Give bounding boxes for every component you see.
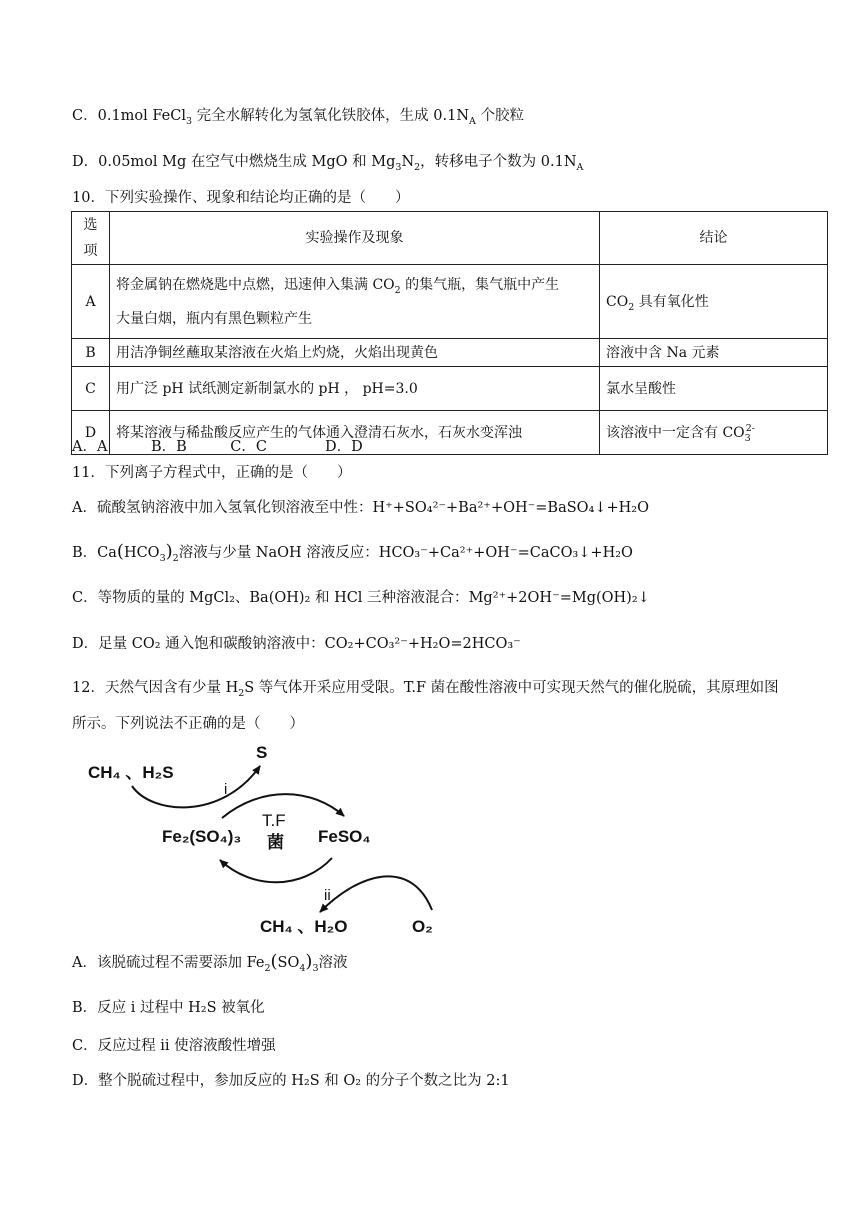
desulfurization-diagram — [82, 740, 452, 940]
q11-option-a: A．硫酸氢钠溶液中加入氢氧化钡溶液至中性：H⁺+SO₄²⁻+Ba²⁺+OH⁻=BaSO₄↓+H₂O — [72, 500, 650, 516]
arrow-oxygen-to-output — [320, 876, 432, 912]
row-b-conclusion: 溶液中含 Na 元素 — [600, 339, 828, 367]
q12-option-c: C．反应过程 ii 使溶液酸性增强 — [72, 1038, 276, 1054]
diagram-step-ii: ii — [324, 887, 331, 904]
q12-option-a: A．该脱硫过程不需要添加 $Fe_2(SO_4)_3$溶液 — [72, 951, 348, 974]
row-b-option: B — [72, 339, 110, 367]
table-row-a — [72, 265, 828, 339]
arrow-fe2-to-fe3 — [220, 858, 332, 882]
row-c-conclusion: 氯水呈酸性 — [600, 367, 828, 411]
header-conclusion: 结论 — [600, 212, 828, 265]
diagram-output-gas: CH₄ 、H₂O — [260, 917, 348, 936]
q9-option-d: D．0.05mol Mg 在空气中燃烧生成 MgO 和 $Mg_3N_2$，转移电子个数为 $0.1N_A$ — [72, 154, 584, 173]
q10-table — [71, 211, 828, 455]
row-a-conclusion: $CO_2$ 具有氧化性 — [600, 265, 828, 339]
q9-option-c: C．0.1mol FeCl$_3$ 完全水解转化为氢氧化铁胶体，生成 $0.1N_A$ 个胶粒 — [72, 108, 524, 127]
q11-option-b: B．$Ca(HCO_3)_2$溶液与少量 NaOH 溶液反应：HCO₃⁻+Ca²⁺+OH⁻=CaCO₃↓+H₂O — [72, 541, 633, 564]
row-d-option: D — [72, 411, 110, 455]
row-a-option: A — [72, 265, 110, 339]
diagram-fe2so43: Fe₂(SO₄)₃ — [162, 827, 242, 846]
table-row-c — [72, 367, 828, 411]
diagram-input-gas: CH₄ 、H₂S — [88, 763, 174, 782]
header-option: 选项 — [72, 212, 110, 265]
diagram-catalyst-line2: 菌 — [267, 833, 284, 852]
q12-option-d: D．整个脱硫过程中，参加反应的 H₂S 和 O₂ 的分子个数之比为 2:1 — [72, 1073, 510, 1089]
table-row-b — [72, 339, 828, 367]
q12-stem-line1: 12．天然气因含有少量 $H_2S$ 等气体开采应用受限。T.F 菌在酸性溶液中可实现天然气的催化脱硫，其原理如图 — [72, 680, 779, 699]
row-d-operation: 将某溶液与稀盐酸反应产生的气体通入澄清石灰水，石灰水变浑浊 — [110, 411, 600, 455]
q10-stem: 10．下列实验操作、现象和结论均正确的是（ ） — [72, 190, 410, 206]
diagram-oxygen: O₂ — [412, 917, 433, 936]
q12-stem-line2: 所示。下列说法不正确的是（ ） — [72, 716, 304, 732]
table-header-row — [72, 212, 828, 265]
q10-answers: A．A B．B C．C D．D — [72, 439, 363, 455]
header-operation: 实验操作及现象 — [110, 212, 600, 265]
row-d-conclusion: 该溶液中一定含有 $CO_3^{2-}$ — [600, 411, 828, 455]
row-a-operation: 将金属钠在燃烧匙中点燃，迅速伸入集满 $CO_2$ 的集气瓶，集气瓶中产生 大量白烟，瓶内有黑色颗粒产生 — [110, 265, 600, 339]
diagram-catalyst-line1: T.F — [262, 811, 286, 830]
q12-option-b: B．反应 i 过程中 H₂S 被氧化 — [72, 1000, 265, 1016]
diagram-feso4: FeSO₄ — [318, 827, 371, 846]
q11-option-d: D．足量 CO₂ 通入饱和碳酸钠溶液中：CO₂+CO₃²⁻+H₂O=2HCO₃⁻ — [72, 636, 521, 652]
diagram-sulfur: S — [256, 743, 268, 762]
row-b-operation: 用洁净铜丝蘸取某溶液在火焰上灼烧，火焰出现黄色 — [110, 339, 600, 367]
q11-option-c: C．等物质的量的 MgCl₂、Ba(OH)₂ 和 HCl 三种溶液混合：Mg²⁺+2OH⁻=Mg(OH)₂↓ — [72, 590, 650, 606]
q11-stem: 11．下列离子方程式中，正确的是（ ） — [72, 465, 352, 481]
diagram-step-i: i — [224, 781, 228, 798]
row-c-option: C — [72, 367, 110, 411]
row-c-operation: 用广泛 pH 试纸测定新制氯水的 pH ， pH=3.0 — [110, 367, 600, 411]
